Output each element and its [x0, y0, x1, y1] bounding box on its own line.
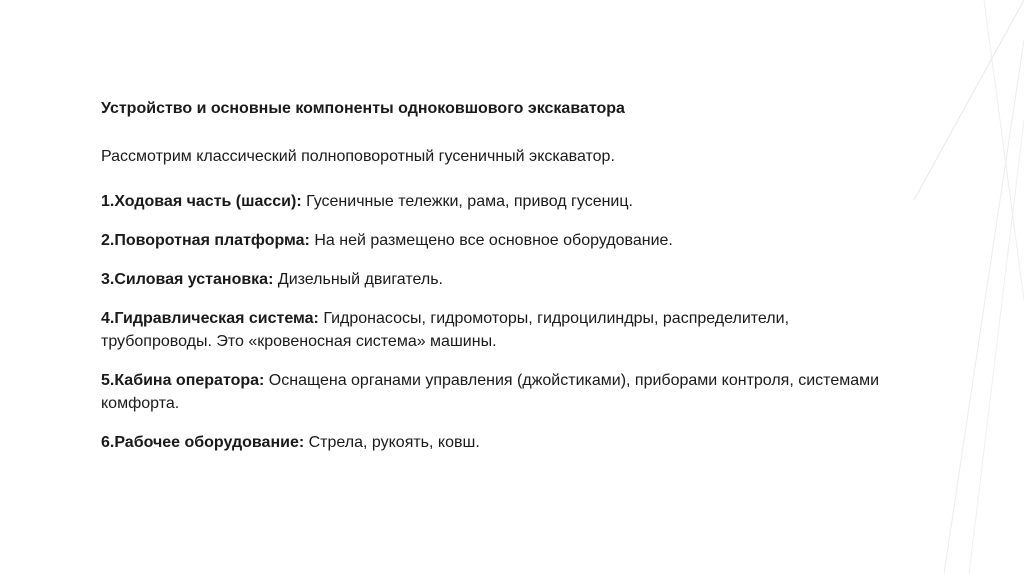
- item-text: Оснащена органами управления (джойстиками), приборами контроля, системами комфорта.: [101, 372, 880, 412]
- item-label: 1.Ходовая часть (шасси):: [101, 193, 302, 210]
- slide-content: [101, 98, 881, 470]
- item-text: Стрела, рукоять, ковш.: [304, 434, 480, 451]
- item-label: 5.Кабина оператора:: [101, 372, 265, 389]
- item-text: Дизельный двигатель.: [273, 271, 443, 288]
- list-item-hydraulics: [101, 307, 881, 353]
- item-label: 3.Силовая установка:: [101, 271, 274, 288]
- list-item-cabin: [101, 369, 881, 415]
- item-label: 4.Гидравлическая система:: [101, 310, 319, 327]
- intro-text: Рассмотрим классический полноповоротный гусеничный экскаватор.: [101, 148, 615, 165]
- item-text: Гидронасосы, гидромоторы, гидроцилиндры, распределители, трубопроводы. Это «кровеносная система» машины.: [101, 310, 790, 350]
- item-label: 2.Поворотная платформа:: [101, 232, 310, 249]
- slide-title: Устройство и основные компоненты одноковшового экскаватора: [101, 100, 625, 117]
- item-label: 6.Рабочее оборудование:: [101, 434, 305, 451]
- list-item-platform: [101, 229, 881, 252]
- list-item-chassis: [101, 190, 881, 213]
- corner-decoration: [874, 0, 1024, 574]
- item-text: Гусеничные тележки, рама, привод гусениц.: [301, 193, 633, 210]
- list-item-power-unit: [101, 268, 881, 291]
- list-item-working-equipment: [101, 431, 881, 454]
- item-text: На ней размещено все основное оборудование.: [309, 232, 673, 249]
